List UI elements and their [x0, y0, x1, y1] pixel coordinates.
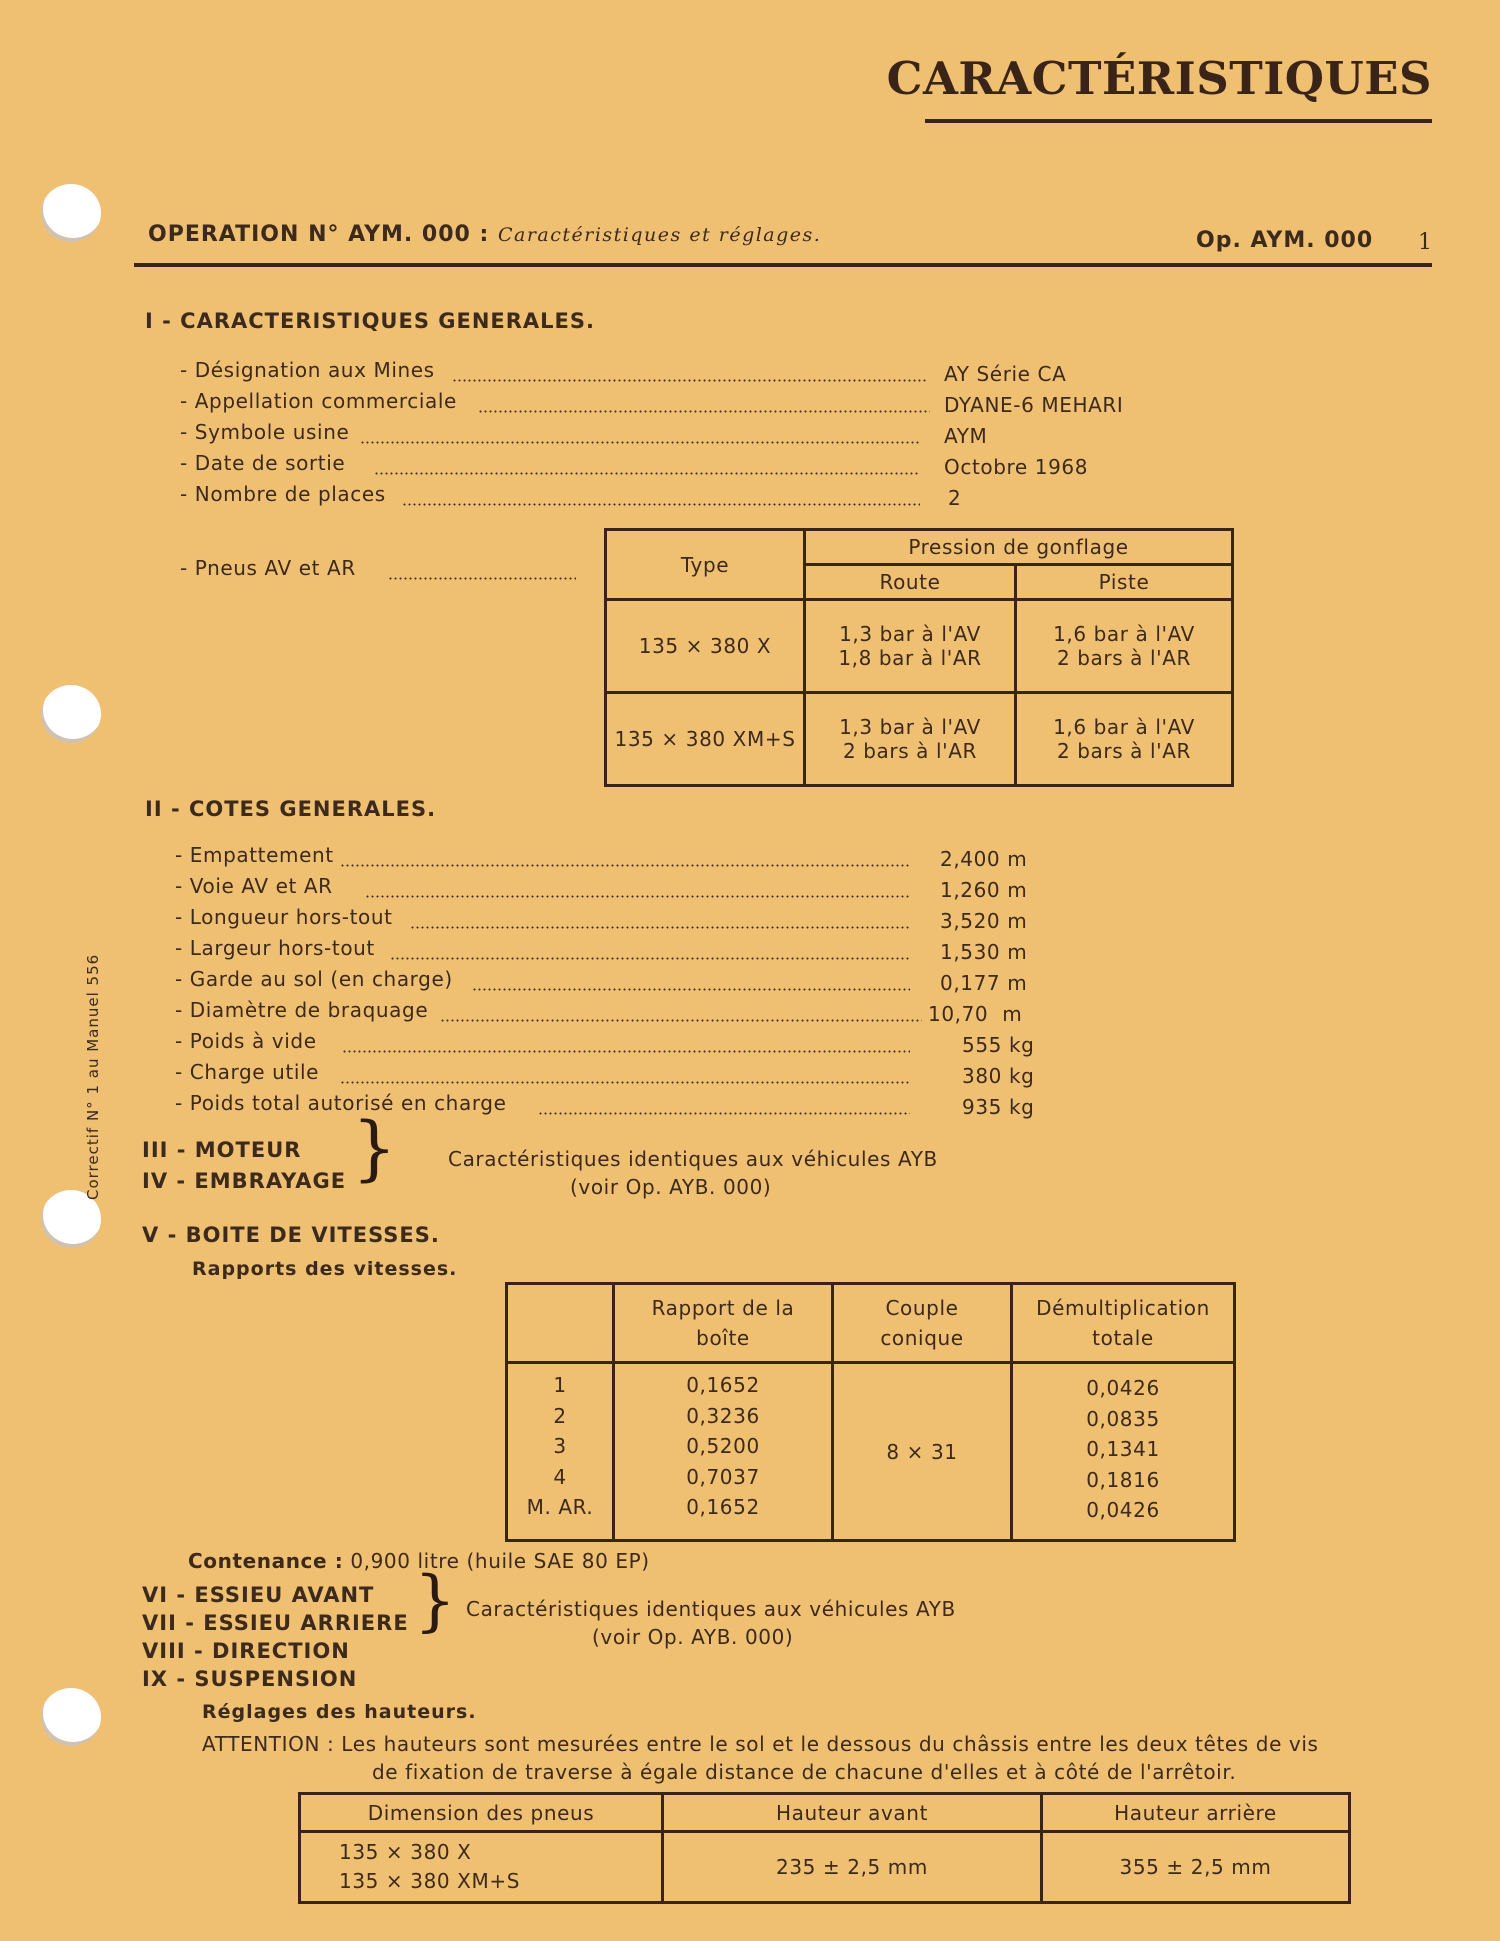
piste-pressure [1016, 600, 1233, 693]
pressure-rear: 1,8 bar à l'AR [838, 646, 982, 671]
section-title-front-axle: VI - ESSIEU AVANT [142, 1583, 375, 1607]
ratio-value: 0,5200 [686, 1434, 760, 1458]
pressure-front: 1,6 bar à l'AV [1053, 715, 1195, 740]
leader-dots [340, 864, 910, 867]
table-row [606, 693, 1233, 786]
header-rule [134, 263, 1432, 267]
section-title-dimensions: II - COTES GENERALES. [145, 797, 437, 821]
leader-dots [390, 957, 910, 960]
dim-label: - Empattement [175, 843, 334, 867]
pressure-rear: 2 bars à l'AR [1056, 646, 1192, 671]
pressure-front: 1,6 bar à l'AV [1053, 622, 1195, 647]
spec-label: - Désignation aux Mines [180, 358, 435, 382]
col-header-route: Route [805, 565, 1016, 600]
gear-label: 2 [553, 1403, 567, 1428]
attention-label: ATTENTION : [202, 1732, 335, 1756]
gear-label: 1 [553, 1373, 567, 1397]
dim-label: - Voie AV et AR [175, 874, 333, 898]
rear-height: 355 ± 2,5 mm [1042, 1832, 1350, 1903]
total-column [1012, 1363, 1235, 1541]
heights-subtitle: Réglages des hauteurs. [202, 1701, 477, 1723]
pressure-front: 1,3 bar à l'AV [839, 622, 981, 647]
spec-value: AY Série CA [944, 362, 1067, 386]
spec-label: - Date de sortie [180, 451, 346, 475]
capacity-value: 0,900 litre (huile SAE 80 EP) [350, 1549, 650, 1573]
leader-dots [365, 895, 910, 898]
leader-dots [440, 1019, 922, 1022]
dim-value: 2,400 m [940, 847, 1028, 871]
couple-value: 8 × 31 [833, 1363, 1012, 1541]
dim-value: 1,260 m [940, 878, 1028, 902]
leader-dots [538, 1112, 910, 1115]
ratio-column [614, 1363, 833, 1541]
section-title-general: I - CARACTERISTIQUES GENERALES. [145, 309, 596, 333]
operation-label: OPERATION N° AYM. 000 : [148, 222, 490, 247]
ratio-value: 0,1652 [686, 1495, 760, 1519]
brace: } [352, 1107, 397, 1189]
ratio-value: 0,1652 [686, 1373, 760, 1397]
dim-label: - Largeur hors-tout [175, 936, 375, 960]
capacity-label: Contenance : [188, 1549, 344, 1573]
total-value: 0,0426 [1086, 1498, 1160, 1522]
leader-dots [402, 503, 920, 506]
tyre-dimension: 135 × 380 XM+S [339, 1869, 520, 1893]
tyre-dimension: 135 × 380 X [339, 1840, 472, 1864]
col-header-couple: Couple conique [833, 1284, 1012, 1363]
reference-note: (voir Op. AYB. 000) [592, 1625, 794, 1649]
route-pressure [805, 600, 1016, 693]
dim-value: 935 kg [962, 1095, 1035, 1119]
ride-height-table [298, 1792, 1351, 1904]
punch-hole [41, 685, 101, 743]
identical-note: Caractéristiques identiques aux véhicules AYB [466, 1597, 956, 1621]
brace: } [414, 1562, 456, 1639]
tyre-pressure-table [604, 528, 1234, 787]
leader-dots [340, 1081, 910, 1084]
table-row [300, 1832, 1350, 1903]
pressure-rear: 2 bars à l'AR [1056, 739, 1192, 764]
dim-label: - Garde au sol (en charge) [175, 967, 453, 991]
total-value: 0,1341 [1086, 1437, 1160, 1461]
tyre-type: 135 × 380 XM+S [606, 693, 805, 786]
leader-dots [410, 926, 910, 929]
ratio-value: 0,7037 [686, 1464, 760, 1489]
dim-label: - Poids total autorisé en charge [175, 1091, 507, 1115]
col-header-gear [507, 1284, 614, 1363]
total-value: 0,1816 [1086, 1467, 1160, 1492]
leader-dots [374, 472, 920, 475]
dim-label: - Diamètre de braquage [175, 998, 429, 1022]
section-title-rear-axle: VII - ESSIEU ARRIERE [142, 1611, 409, 1635]
operation-description: Caractéristiques et réglages. [497, 224, 822, 246]
section-title-engine: III - MOTEUR [142, 1138, 302, 1162]
dim-value: 3,520 m [940, 909, 1028, 933]
section-title-suspension: IX - SUSPENSION [142, 1667, 358, 1691]
tyre-type: 135 × 380 X [606, 600, 805, 693]
leader-dots [360, 441, 920, 444]
operation-line [148, 222, 821, 247]
sidebar-note: Correctif N° 1 au Manuel 556 [84, 953, 102, 1200]
leader-dots [478, 410, 930, 413]
dim-value: 380 kg [962, 1064, 1035, 1088]
operation-reference: Op. AYM. 000 [1196, 228, 1374, 253]
gear-ratio-table [505, 1282, 1236, 1542]
spec-label: - Nombre de places [180, 482, 386, 506]
piste-pressure [1016, 693, 1233, 786]
ratio-value: 0,3236 [686, 1403, 760, 1428]
col-header-pressure: Pression de gonflage [805, 530, 1233, 565]
spec-label: - Appellation commerciale [180, 389, 457, 413]
col-header-piste: Piste [1016, 565, 1233, 600]
spec-value: 2 [948, 486, 962, 510]
gear-ratios-subtitle: Rapports des vitesses. [192, 1258, 458, 1280]
col-header-rear-height: Hauteur arrière [1042, 1794, 1350, 1832]
gear-label: 4 [553, 1464, 567, 1489]
col-header-type: Type [606, 530, 805, 600]
title-underline [925, 119, 1432, 123]
attention-text-line1: Les hauteurs sont mesurées entre le sol et le dessous du châssis entre les deux têtes de vis [341, 1732, 1319, 1756]
dim-value: 555 kg [962, 1033, 1035, 1057]
total-value: 0,0835 [1086, 1406, 1160, 1431]
section-title-clutch: IV - EMBRAYAGE [142, 1169, 347, 1193]
dim-label: - Poids à vide [175, 1029, 317, 1053]
leader-dots [388, 577, 576, 580]
front-height: 235 ± 2,5 mm [663, 1832, 1042, 1903]
leader-dots [342, 1050, 910, 1053]
attention-text-line2: de fixation de traverse à égale distance de chacune d'elles et à côté de l'arrêtoir. [372, 1760, 1237, 1784]
spec-value: DYANE-6 MEHARI [944, 393, 1124, 417]
punch-hole [41, 184, 101, 242]
spec-label: - Symbole usine [180, 420, 350, 444]
reference-note: (voir Op. AYB. 000) [570, 1175, 772, 1199]
route-pressure [805, 693, 1016, 786]
dim-label: - Charge utile [175, 1060, 320, 1084]
tyres-label: - Pneus AV et AR [180, 556, 356, 580]
section-title-steering: VIII - DIRECTION [142, 1639, 350, 1663]
gear-label: M. AR. [526, 1495, 594, 1519]
col-header-tyre-dimension: Dimension des pneus [300, 1794, 663, 1832]
table-row [606, 600, 1233, 693]
spec-value: Octobre 1968 [944, 455, 1089, 479]
col-header-box-ratio: Rapport de la boîte [614, 1284, 833, 1363]
gear-column [507, 1363, 614, 1541]
pressure-front: 1,3 bar à l'AV [839, 715, 981, 740]
section-title-gearbox: V - BOITE DE VITESSES. [142, 1223, 440, 1247]
spec-value: AYM [944, 424, 988, 448]
col-header-total: Démultiplication totale [1012, 1284, 1235, 1363]
gear-label: 3 [553, 1434, 567, 1458]
dim-value: 0,177 m [940, 971, 1028, 995]
dim-value: 10,70 m [928, 1002, 1023, 1026]
pressure-rear: 2 bars à l'AR [842, 739, 978, 764]
leader-dots [472, 988, 910, 991]
page-title: CARACTÉRISTIQUES [886, 52, 1432, 105]
identical-note: Caractéristiques identiques aux véhicules AYB [448, 1147, 938, 1171]
col-header-front-height: Hauteur avant [663, 1794, 1042, 1832]
page-number: 1 [1418, 230, 1432, 255]
attention-note [202, 1732, 1319, 1756]
dim-value: 1,530 m [940, 940, 1028, 964]
dim-label: - Longueur hors-tout [175, 905, 393, 929]
total-value: 0,0426 [1086, 1376, 1160, 1400]
punch-hole [41, 1688, 101, 1746]
leader-dots [452, 379, 926, 382]
tyre-dimensions [300, 1832, 663, 1903]
